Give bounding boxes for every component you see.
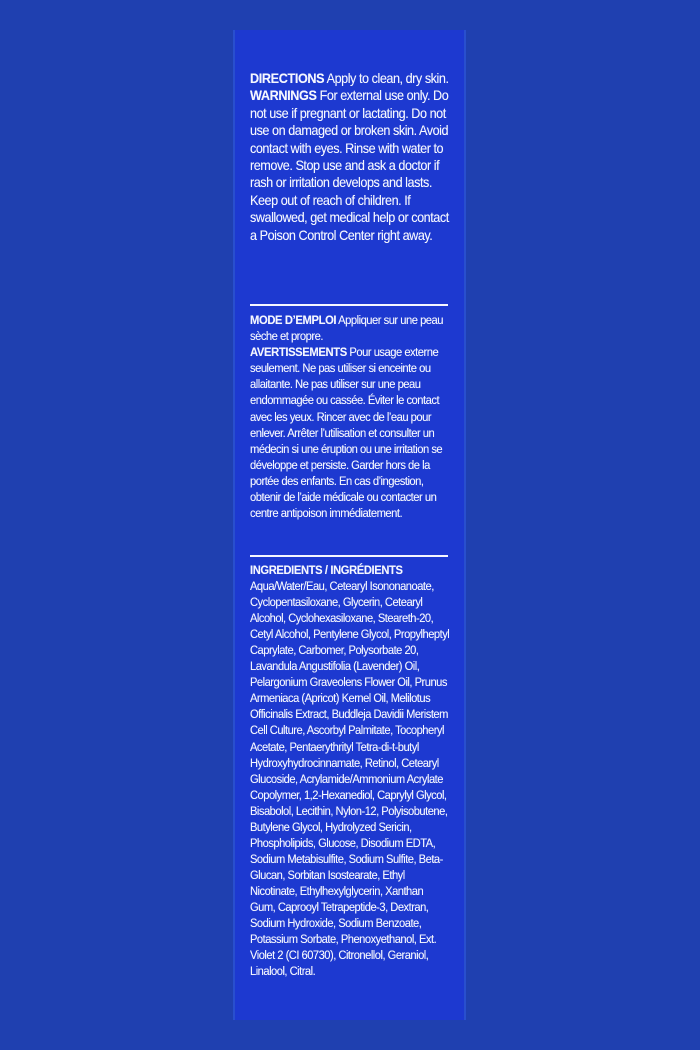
directions-text: Apply to clean, dry skin. [326, 71, 449, 86]
warnings-text: For external use only. Do not use if pregnant or lactating. Do not use on damaged or broken skin. Avoid contact with eyes. Rinse with water to remove. Stop use and ask a doctor if rash or irritation develops and lasts. Keep out of reach of children. If swallowed, get medical help or contact a Poison Control Center right away. [250, 88, 449, 243]
ingredients-heading: INGREDIENTS / INGRÉDIENTS [250, 563, 403, 577]
mode-emploi-text: Appliquer sur une peau sèche et propre. [250, 313, 443, 344]
section-divider [250, 304, 448, 306]
avertissements-text: Pour usage externe seulement. Ne pas utiliser si enceinte ou allaitante. Ne pas utiliser sur une peau endommagée ou cassée. Éviter le contact avec les yeux. Rincer avec de l’eau pour enlever. Arrêter l’utilisation et consulter un médecin si une éruption ou une irritation se développe et persiste. Garder hors de la portée des enfants. En cas d’ingestion, obtenir de l’aide médicale ou contacter un centre antipoison immédiatement. [250, 345, 443, 521]
section-divider [250, 555, 448, 557]
french-warnings [250, 344, 449, 521]
ingredients-list: Aqua/Water/Eau, Cetearyl Isononanoate, Cyclopentasiloxane, Glycerin, Cetearyl Alcohol, Cyclohexasiloxane, Steareth-20, Cetyl Alcohol, Pentylene Glycol, Propylheptyl Caprylate, Carbomer, Polysorbate 20, Lavandula Angustifolia (Lavender) Oil, Pelargonium Graveolens Flower Oil, Prunus Armeniaca (Apricot) Kernel Oil, Melilotus Officinalis Extract, Buddleja Davidii Meristem Cell Culture, Ascorbyl Palmitate, Tocopheryl Acetate, Pentaerythrityl Tetra-di-t-butyl Hydroxyhydrocinnamate, Retinol, Cetearyl Glucoside, Acrylamide/Ammonium Acrylate Copolymer, 1,2-Hexanediol, Caprylyl Glycol, Bisabolol, Lecithin, Nylon-12, Polyisobutene, Butylene Glycol, Hydrolyzed Sericin, Phospholipids, Glucose, Disodium EDTA, Sodium Metabisulfite, Sodium Sulfite, Beta-Glucan, Sorbitan Isostearate, Ethyl Nicotinate, Ethylhexylglycerin, Xanthan Gum, Caprooyl Tetrapeptide-3, Dextran, Sodium Hydroxide, Sodium Benzoate, Potassium Sorbate, Phenoxyethanol, Ext. Violet 2 (CI 60730), Citronellol, Geraniol, Linalool, Citral. [250, 579, 450, 979]
warnings-heading: WARNINGS [250, 88, 317, 104]
french-section [250, 312, 449, 521]
english-warnings [250, 87, 449, 244]
avertissements-heading: AVERTISSEMENTS [250, 345, 347, 360]
english-section [250, 70, 449, 244]
mode-emploi-heading: MODE D’EMPLOI [250, 313, 337, 327]
english-directions [250, 70, 449, 87]
directions-heading: DIRECTIONS [250, 71, 325, 86]
ingredients-section [250, 562, 449, 979]
panel-edge-right [464, 30, 466, 1020]
french-directions [250, 312, 449, 344]
